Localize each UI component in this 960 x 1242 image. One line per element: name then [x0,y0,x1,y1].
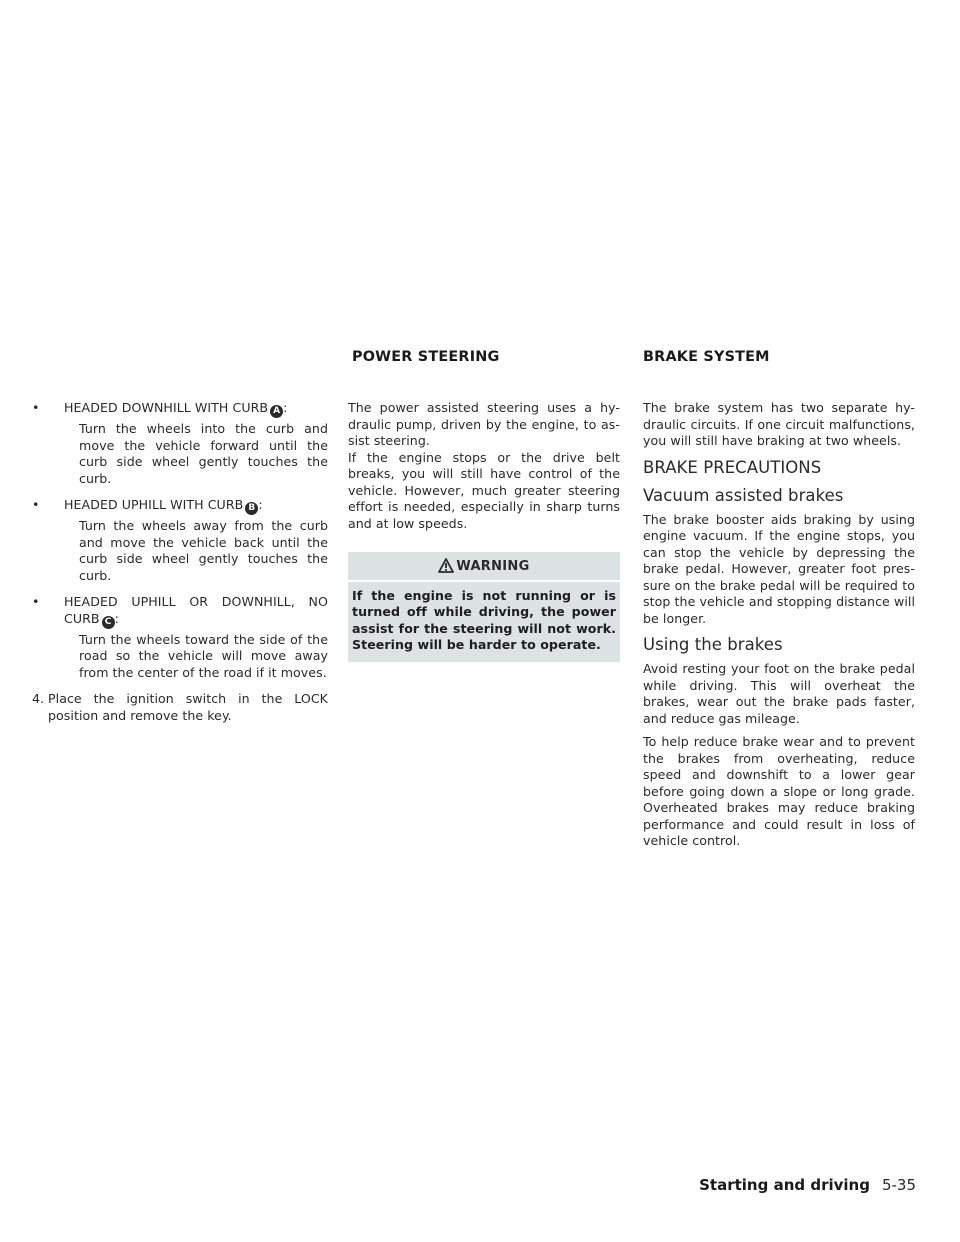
step-item [32,691,328,724]
subheading-vacuum: Vacuum assisted brakes [643,485,844,505]
bullet-glyph: • [32,400,40,415]
power-steering-heading: POWER STEERING [352,349,500,365]
paragraph: If the engine stops or the drive belt breaks, you will still have control of the vehicle. However, much greater steering effort is needed, especially in sharp turns and at low speeds. [348,449,620,531]
brake-system-heading: BRAKE SYSTEM [643,349,770,365]
callout-marker: A [270,405,283,418]
paragraph: To help reduce brake wear and to prevent the brakes from overheating, reduce speed and downshift to a lower gear before going down a slope or long grade. Overheated brakes may reduce braking performance and could result in loss of vehicle control. [643,734,915,848]
step-number: 4. [32,691,45,706]
warning-title: WARNING [456,559,530,574]
list-item: • HEADED UPHILL WITH CURB B : [32,497,263,513]
paragraph: The power assisted steering uses a hy- draulic pump, driven by the engine, to as- sist steering. [348,400,620,448]
bullet-glyph: • [32,497,40,512]
warning-header [348,552,620,582]
bullet-glyph: • [32,594,40,609]
power-steering-column [348,400,620,662]
subheading-using-brakes: Using the brakes [643,635,783,654]
item-body: Turn the wheels away from the curb and move the vehicle back until the curb side wheel gently touches the curb. [79,518,328,583]
item-body: Turn the wheels into the curb and move the vehicle forward until the curb side wheel gently touches the curb. [79,421,328,486]
warning-text: If the engine is not running or is turned off while driving, the power assist for the steering will not work. Steering will be harder to operate. [352,587,616,652]
paragraph: The brake system has two separate hy- draulic circuits. If one circuit malfunctions, you will still have braking at two wheels. [643,400,915,448]
page-number: 5-35 [881,1176,916,1194]
list-item: • HEADED UPHILL OR DOWNHILL, NO CURB C : [32,594,328,627]
warning-box [348,552,620,662]
item-label: HEADED UPHILL WITH CURB [64,497,244,512]
brake-system-column [643,400,915,850]
footer-section-title: Starting and driving [699,1176,870,1194]
item-body: Turn the wheels toward the side of the road so the vehicle will move away from the center of the road if it moves. [79,631,328,680]
paragraph: Avoid resting your foot on the brake pedal while driving. This will overheat the brakes, wear out the brake pads faster, and reduce gas mileage. [643,661,915,726]
subheading-precautions: BRAKE PRECAUTIONS [643,457,822,477]
step-text: Place the ignition switch in the LOCK position and remove the key. [48,691,328,723]
paragraph: The brake booster aids braking by using engine vacuum. If the engine stops, you can stop the vehicle by depressing the brake pedal. However, greater foot pres- sure on the brake pedal will be required to stop the vehicle and stopping distance will be longer. [643,511,915,626]
callout-marker: C [102,616,115,629]
callout-marker: B [245,502,258,515]
item-label: HEADED DOWNHILL WITH CURB [64,400,269,415]
warning-triangle-icon [438,558,454,573]
item-label: HEADED UPHILL OR DOWNHILL, NO CURB [64,594,328,626]
list-item: • HEADED DOWNHILL WITH CURB A : [32,400,288,416]
page-footer [699,1176,916,1194]
parking-instructions-column [32,400,328,724]
